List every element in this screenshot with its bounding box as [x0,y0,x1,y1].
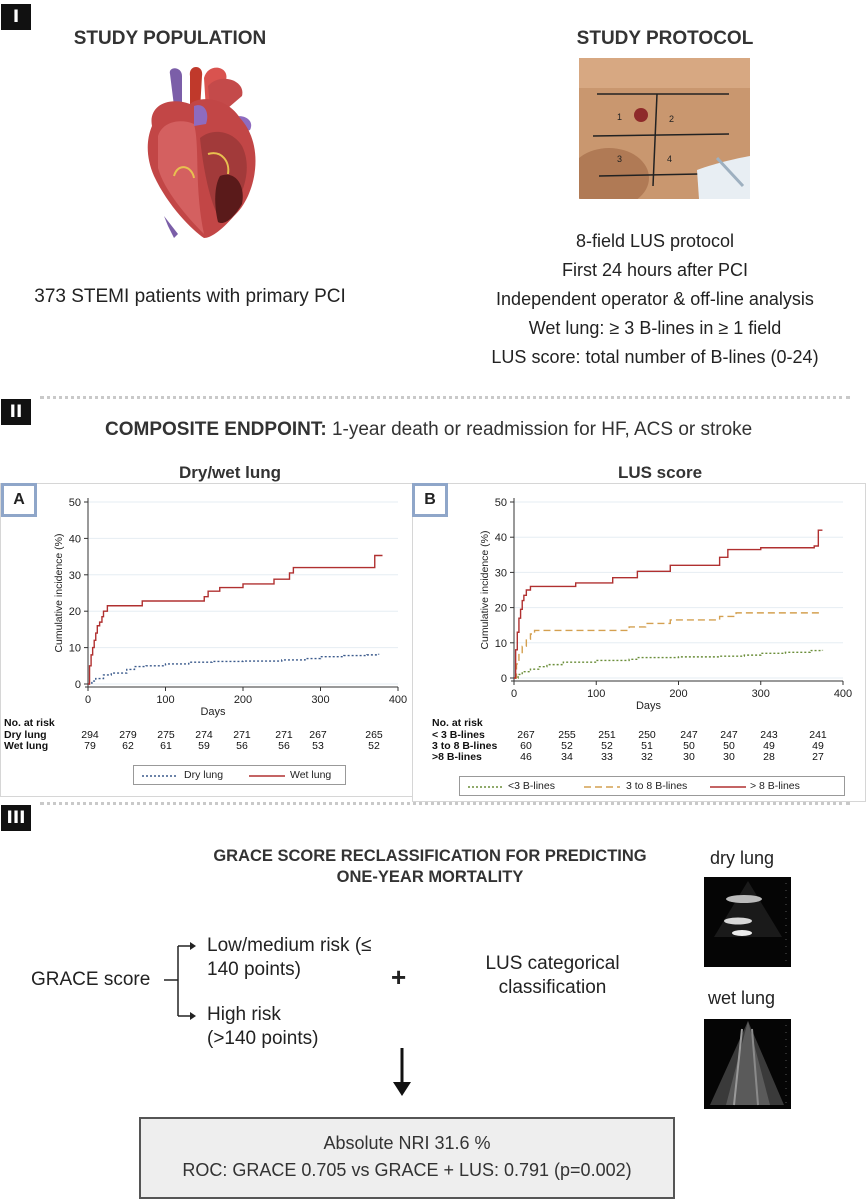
risk-cell: 49 [812,740,824,752]
series-line-8-b-lines [514,530,822,678]
risk-cell: 33 [601,751,613,763]
x-tick-label: 100 [587,688,606,700]
risk-cell: 60 [520,740,532,752]
risk-cell: 247 [720,729,738,741]
x-tick-label: 300 [751,688,770,700]
risk-cell: 51 [641,740,653,752]
divider [40,802,850,805]
risk-cell: 241 [809,729,827,741]
panel-b-letter: B [412,483,448,517]
y-tick-label: 0 [500,673,507,685]
photo-label-2: 2 [669,114,675,124]
risk-row-label: Wet lung [4,740,49,752]
protocol-line: First 24 hours after PCI [561,260,749,280]
y-tick-label: 10 [68,642,81,655]
risk-cell: 247 [680,729,698,741]
risk-row-label: >8 B-lines [432,751,482,763]
risk-cell: 52 [368,740,380,752]
section-badge-1: I [1,4,31,30]
endpoint-heading [105,419,752,441]
series-line-3-to-8-b-lines [514,613,822,678]
population-title: STUDY POPULATION [73,28,267,49]
legend-b-item: <3 B-lines [508,780,555,792]
risk-table-a [4,717,404,767]
risk-cell: 56 [278,740,290,752]
risk-cell: 28 [763,751,775,763]
risk-cell: 79 [84,740,96,752]
x-tick-label: 200 [669,688,688,700]
risk-table-b [432,717,857,767]
risk-table-header: No. at risk [432,717,483,729]
risk-cell: 32 [641,751,653,763]
down-arrow-icon [390,1048,414,1098]
risk-cell: 59 [198,740,210,752]
protocol-line: Wet lung: ≥ 3 B-lines in ≥ 1 field [528,318,782,338]
endpoint-bold: COMPOSITE ENDPOINT: [105,419,327,440]
series-line-dry-lung [88,654,379,684]
legend-a-item: Wet lung [290,769,332,781]
risk-cell: 294 [81,729,99,741]
risk-cell: 243 [760,729,778,741]
y-tick-label: 30 [68,569,81,582]
low-risk-line2: 140 points) [207,959,302,980]
legend-a [133,765,346,785]
risk-cell: 52 [601,740,613,752]
lus-classification-label [470,952,635,1000]
wet-lung-ultrasound [704,1019,791,1109]
high-risk-label [207,1003,318,1051]
chest-photo [579,58,750,199]
lus-line2: classification [498,977,607,998]
dry-lung-ultrasound [704,877,791,967]
roc-text: ROC: GRACE 0.705 vs GRACE + LUS: 0.791 (p=0.002) [182,1160,632,1180]
risk-cell: 271 [233,729,251,741]
bracket-arrows [160,935,210,1025]
y-axis-label: Cumulative incidence (%) [479,530,491,650]
risk-cell: 265 [365,729,383,741]
risk-cell: 46 [520,751,532,763]
legend-a-item: Dry lung [184,769,224,781]
population-text: 373 STEMI patients with primary PCI [34,286,346,307]
endpoint-text: 1-year death or readmission for HF, ACS or stroke [326,419,753,440]
protocol-line: 8-field LUS protocol [575,231,735,251]
risk-cell: 56 [236,740,248,752]
dry-lung-label: dry lung [710,848,775,868]
x-tick-label: 400 [388,694,408,706]
legend-b-item: > 8 B-lines [750,780,800,792]
nri-result-box [139,1117,675,1199]
risk-cell: 279 [119,729,137,741]
plus-sign: + [391,962,407,992]
x-axis-label: Days [200,706,226,718]
heart-illustration [138,66,268,241]
y-tick-label: 40 [494,532,507,545]
grace-score-label: GRACE score [31,969,151,990]
risk-cell: 274 [195,729,213,741]
risk-cell: 267 [309,729,327,741]
risk-cell: 61 [160,740,172,752]
risk-cell: 267 [517,729,535,741]
x-tick-label: 300 [311,694,330,706]
risk-cell: 49 [763,740,775,752]
lus-line1: LUS categorical [485,953,620,974]
low-risk-line1: Low/medium risk (≤ [207,935,372,956]
y-axis-label: Cumulative incidence (%) [53,533,65,653]
protocol-line: Independent operator & off-line analysis [496,289,814,309]
photo-label-1: 1 [617,112,623,122]
x-tick-label: 400 [833,688,853,700]
series-line-3-b-lines [514,650,822,678]
risk-cell: 271 [275,729,293,741]
risk-cell: 251 [598,729,616,741]
protocol-list [460,227,850,372]
risk-cell: 52 [561,740,573,752]
divider [40,396,850,399]
legend-b-item: 3 to 8 B-lines [626,780,688,792]
risk-cell: 255 [558,729,576,741]
photo-label-4: 4 [667,154,673,164]
photo-label-3: 3 [617,154,623,164]
risk-row-label: 3 to 8 B-lines [432,740,498,752]
chart-a [30,490,408,720]
chart-b-title: LUS score [617,463,703,482]
risk-cell: 62 [122,740,134,752]
risk-row-label: < 3 B-lines [432,729,485,741]
y-tick-label: 20 [494,602,507,615]
panel-a-letter: A [1,483,37,517]
risk-cell: 27 [812,751,824,763]
risk-cell: 275 [157,729,175,741]
risk-cell: 50 [723,740,735,752]
grace-title-line1: GRACE SCORE RECLASSIFICATION FOR PREDICTING [213,847,647,865]
y-tick-label: 50 [68,497,81,509]
nri-text: Absolute NRI 31.6 % [323,1133,491,1153]
section-badge-3: III [1,805,31,831]
x-tick-label: 0 [510,688,518,700]
y-tick-label: 50 [494,497,507,509]
protocol-line: LUS score: total number of B-lines (0-24) [491,347,819,367]
grace-title-line2: ONE-YEAR MORTALITY [336,868,524,886]
grace-title [160,846,700,888]
y-tick-label: 20 [68,606,81,619]
section-badge-2: II [1,399,31,425]
chart-b [458,490,858,720]
y-tick-label: 10 [494,637,507,650]
risk-cell: 50 [683,740,695,752]
wet-lung-label: wet lung [708,988,776,1008]
chart-a-title: Dry/wet lung [178,463,281,482]
risk-cell: 30 [683,751,695,763]
risk-cell: 30 [723,751,735,763]
risk-cell: 250 [638,729,656,741]
risk-table-header: No. at risk [4,717,55,729]
x-tick-label: 200 [233,694,253,706]
high-risk-line2: (>140 points) [207,1028,319,1049]
high-risk-line1: High risk [207,1004,281,1025]
risk-cell: 34 [561,751,573,763]
y-tick-label: 0 [74,679,81,691]
y-tick-label: 40 [68,533,81,546]
risk-row-label: Dry lung [4,729,47,741]
low-risk-label [207,934,372,982]
protocol-title: STUDY PROTOCOL [576,28,754,49]
x-tick-label: 0 [84,694,92,706]
legend-b [459,776,845,796]
y-tick-label: 30 [494,567,507,580]
x-tick-label: 100 [156,694,175,706]
risk-cell: 53 [312,740,324,752]
x-axis-label: Days [635,700,662,712]
